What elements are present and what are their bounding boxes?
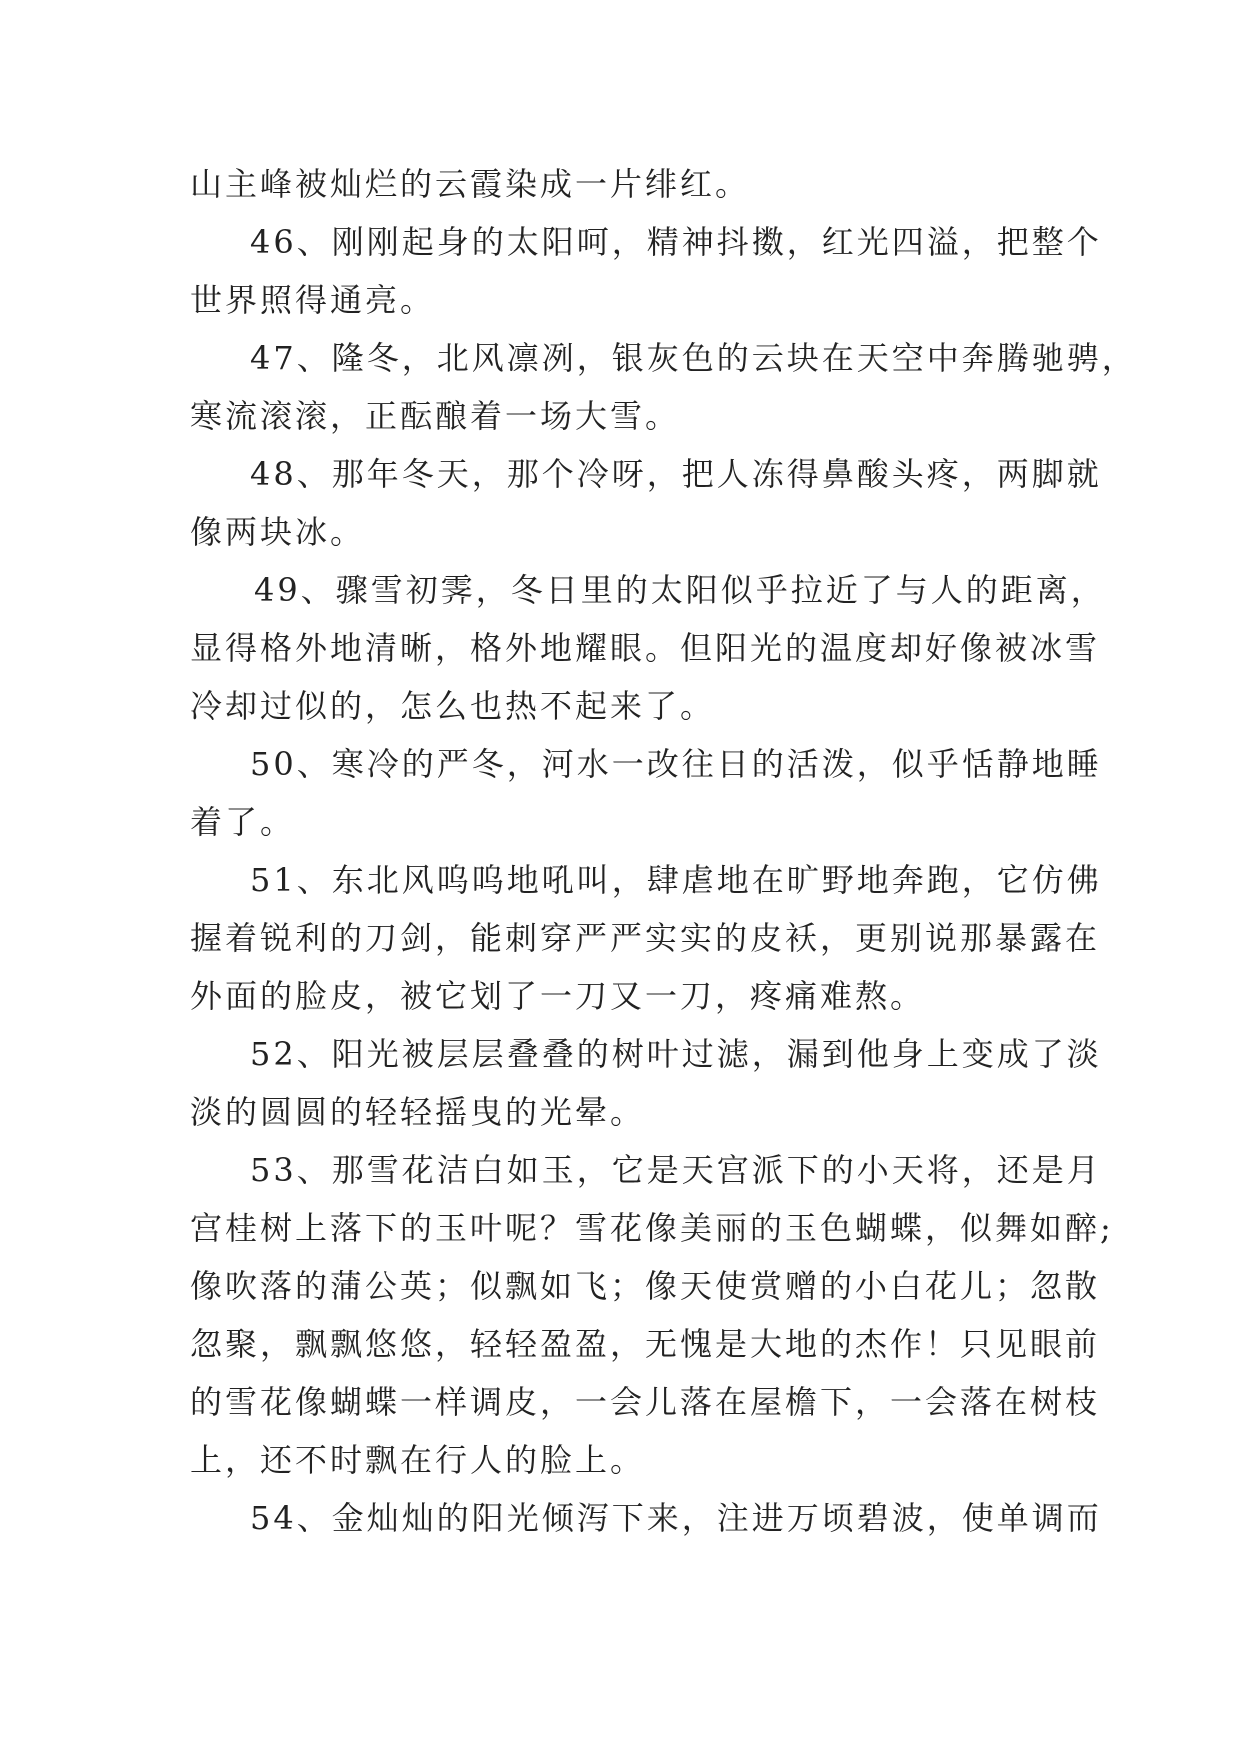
- text-line: 淡的圆圆的轻轻摇曳的光晕。: [190, 1093, 646, 1131]
- text-line: 47、隆冬，北风凛冽，银灰色的云块在天空中奔腾驰骋，: [250, 339, 1137, 377]
- text-line: 忽聚，飘飘悠悠，轻轻盈盈，无愧是大地的杰作！只见眼前: [190, 1325, 1101, 1363]
- text-line: 显得格外地清晰，格外地耀眼。但阳光的温度却好像被冰雪: [190, 629, 1101, 667]
- text-line: 冷却过似的，怎么也热不起来了。: [190, 687, 716, 725]
- text-line: 48、那年冬天，那个冷呀，把人冻得鼻酸头疼，两脚就: [250, 455, 1102, 493]
- text-line: 49、骤雪初霁，冬日里的太阳似乎拉近了与人的距离，: [254, 571, 1106, 609]
- text-line: 54、金灿灿的阳光倾泻下来，注进万顷碧波，使单调而: [250, 1499, 1102, 1537]
- text-line: 51、东北风呜呜地吼叫，肆虐地在旷野地奔跑，它仿佛: [250, 861, 1102, 899]
- text-line: 50、寒冷的严冬，河水一改往日的活泼，似乎恬静地睡: [250, 745, 1102, 783]
- document-body: [190, 155, 1137, 1547]
- text-line: 握着锐利的刀剑，能刺穿严严实实的皮袄，更别说那暴露在: [190, 919, 1101, 957]
- text-line: 宫桂树上落下的玉叶呢？雪花像美丽的玉色蝴蝶，似舞如醉;: [190, 1209, 1114, 1247]
- text-line: 的雪花像蝴蝶一样调皮，一会儿落在屋檐下，一会落在树枝: [190, 1383, 1101, 1421]
- text-line: 53、那雪花洁白如玉，它是天宫派下的小天将，还是月: [250, 1151, 1102, 1189]
- text-line: 46、刚刚起身的太阳呵，精神抖擞，红光四溢，把整个: [250, 223, 1102, 261]
- text-line: 山主峰被灿烂的云霞染成一片绯红。: [190, 165, 751, 203]
- text-line: 世界照得通亮。: [190, 281, 436, 319]
- text-line: 上，还不时飘在行人的脸上。: [190, 1441, 646, 1479]
- text-line: 52、阳光被层层叠叠的树叶过滤，漏到他身上变成了淡: [250, 1035, 1102, 1073]
- text-line: 像两块冰。: [190, 513, 366, 551]
- text-line: 着了。: [190, 803, 296, 841]
- text-line: 外面的脸皮，被它划了一刀又一刀，疼痛难熬。: [190, 977, 926, 1015]
- text-line: 寒流滚滚，正酝酿着一场大雪。: [190, 397, 681, 435]
- text-line: 像吹落的蒲公英；似飘如飞；像天使赏赠的小白花儿；忽散: [190, 1267, 1101, 1305]
